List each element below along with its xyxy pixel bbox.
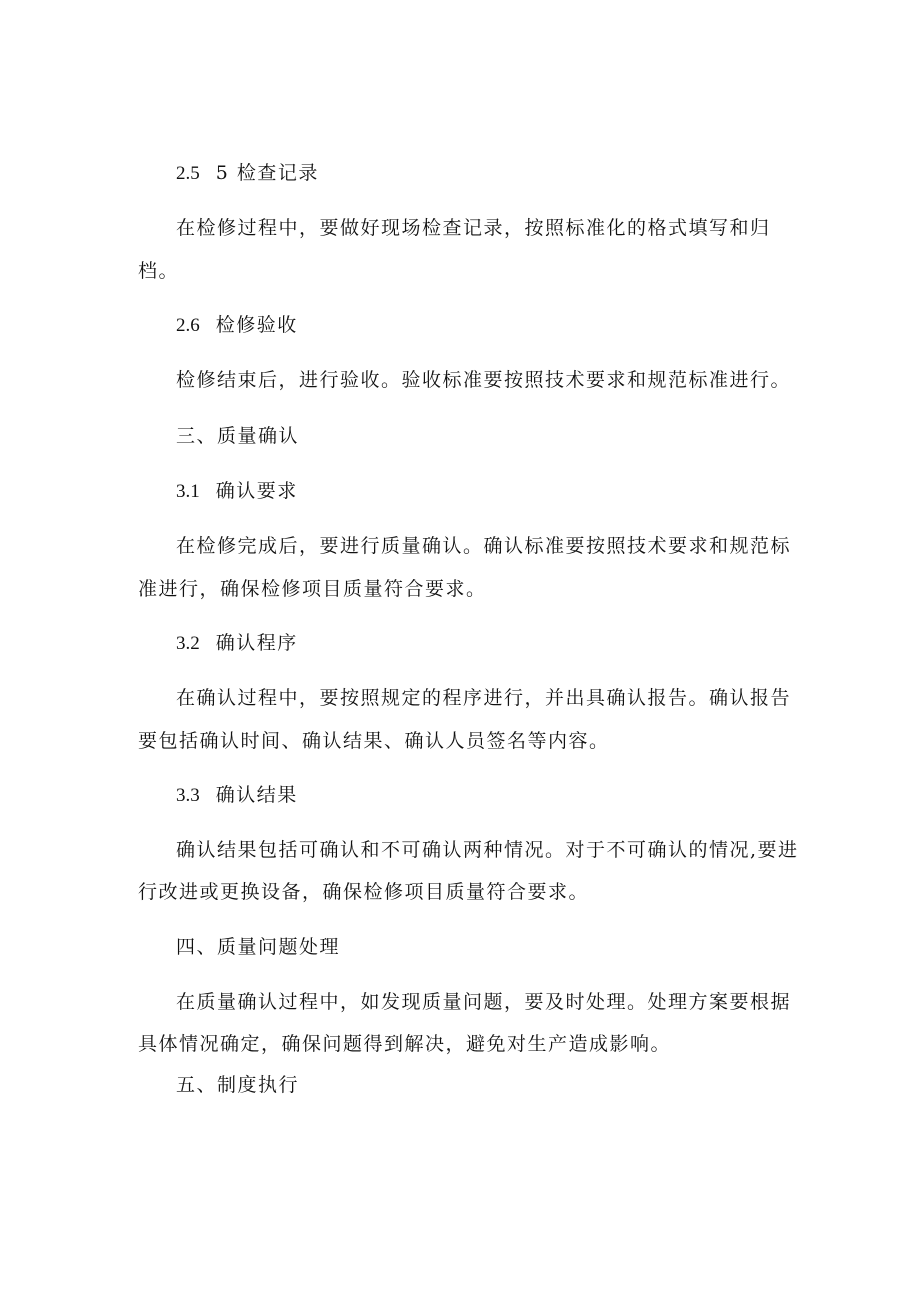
- heading-title: 确认要求: [215, 480, 298, 502]
- heading-3-3: [138, 783, 826, 808]
- heading-number: 3.1: [176, 481, 200, 502]
- section-heading-3: 三、质量确认: [176, 425, 300, 447]
- paragraph-line: 检修结束后，进行验收。验收标准要按照技术要求和规范标准进行。: [176, 369, 792, 391]
- section-heading-4: 四、质量问题处理: [176, 936, 341, 958]
- heading-number: 3.2: [176, 633, 200, 654]
- heading-number: 2.6: [176, 315, 200, 336]
- paragraph-line: 在质量确认过程中，如发现质量问题，要及时处理。处理方案要根据: [176, 991, 792, 1013]
- heading-title: 检修验收: [215, 314, 298, 336]
- paragraph-line: 具体情况确定，确保问题得到解决，避免对生产造成影响。: [138, 1033, 672, 1055]
- paragraph-line: 确认结果包括可确认和不可确认两种情况。对于不可确认的情况,要进: [176, 839, 799, 861]
- paragraph-line: 档。: [138, 260, 180, 282]
- paragraph-line: 在检修完成后，要进行质量确认。确认标准要按照技术要求和规范标: [176, 535, 792, 557]
- heading-title: 确认程序: [215, 632, 298, 654]
- heading-2-6: [138, 313, 826, 338]
- heading-title: 确认结果: [215, 784, 298, 806]
- section-heading-5: 五、制度执行: [176, 1074, 300, 1096]
- heading-3-1: [138, 479, 826, 504]
- heading-title: 5 检查记录: [215, 162, 319, 184]
- paragraph-line: 在检修过程中，要做好现场检查记录，按照标准化的格式填写和归: [176, 217, 771, 239]
- paragraph-line: 要包括确认时间、确认结果、确认人员签名等内容。: [138, 730, 610, 752]
- heading-number: 3.3: [176, 785, 200, 806]
- heading-number: 2.5: [176, 163, 200, 184]
- paragraph-line: 在确认过程中，要按照规定的程序进行，并出具确认报告。确认报告: [176, 687, 792, 709]
- heading-3-2: [138, 631, 826, 656]
- heading-2-5: [138, 161, 826, 186]
- paragraph-line: 准进行，确保检修项目质量符合要求。: [138, 578, 487, 600]
- paragraph-line: 行改进或更换设备，确保检修项目质量符合要求。: [138, 881, 590, 903]
